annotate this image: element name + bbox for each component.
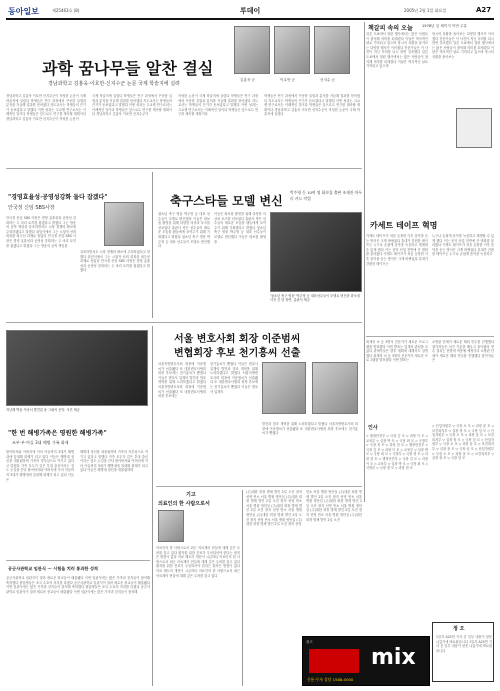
lawyer-photo-1 <box>262 362 306 414</box>
lead-bottom-rule <box>6 168 362 169</box>
mid-rule <box>6 322 362 323</box>
ad-brand: mix <box>371 645 416 670</box>
soccer-caption: '청소년 축구 영웅' 박주영 등 대표선수들이 모델로 변신한 화보집 사진 중 한 장면. 출판사 제공 <box>270 294 360 303</box>
lead-body-2: 국제 학술지에 실렸다 학생들은 연구 과정에서 꾸준한 실험과 분석을 거듭해 결과를 얻어냈다 지도교사는 학생들의 끈기가 돋보였다고 말했다 이번 성과는 고교생 연구로서는 이례적인 일이다 학생들은 앞으로도 연구를 계속할 계획이다 경남과학고 김홍욱 이호만 신지수군이 <box>92 94 172 117</box>
ad-badge <box>309 649 359 673</box>
contribution-photo <box>158 510 184 542</box>
cassette-body-2: 누구나 손쉽게 음악을 녹음하고 재생할 수 있게 했다 이는 음악 산업 전반에 큰 변화를 불러왔다 카세트 테이프가 처음 등장한 이후 음악을 듣는 방식은 크게 바뀌었다 휴대가 간편한 테이프는 누구나 손쉽게 음악을 녹음하고 <box>432 234 494 257</box>
column-illustration <box>456 108 492 148</box>
obituary-body-2: 빈소 서울 병원 영안실 (주)대한 회장 별세 발인 2일 오전 장지 선영 빈소 서울 병원 영안실 (주)대한 회장 별세 발인 2일 오전 장지 선영 빈소 서울 병원 영안실 (주)대한 회장 별세 발인 2일 오전 장지 선영 빈소 서울 병원 영안실 (주)대한 회장 별세 발인 2일 오전 <box>306 490 362 522</box>
soccer-subhead: 박주영 등 10여 명 화보집 출판 조재진·차두리 카드 작업 <box>290 190 362 201</box>
lawyer-headline-1: 서울 변호사회 회장 이준범씨 <box>174 334 301 345</box>
right-column-divider <box>364 22 365 502</box>
quote-body-1: 안국정 신임 SBS 사장은 경영 효율성과 공영성 강화라는 두 마리 토끼를 잡겠다고 밝혔다 그는 방송의 공적 책임을 강조하면서도 시장 경쟁력 확보에 주력하겠다고 말했다 취임식에서 그는 시청자 신뢰 회복을 최우선 과제로 꼽았다 안국정 신임 SBS 사장은 경영 효율성과 공영성 강화라는 두 마리 토끼를 잡겠다고 밝혔다 그는 방송의 공적 책임을 <box>6 216 76 248</box>
left-column-divider <box>152 172 153 318</box>
date-label: 2005년 2월 1일 화요일 <box>404 8 447 13</box>
contribution-title: 기고 <box>186 492 196 498</box>
lawyer-body-3: 발전과 법조 개혁을 위해 노력하겠다고 밝혔다 서울지방변호사회 회장에 이준범씨가 선출됐다 또 대한변호사협회 회장 후보에는 천기흥씨가 뽑혔다 <box>262 422 358 436</box>
quote-story <box>6 172 150 322</box>
contribution-headline: 의료인의 한 사람으로서 <box>158 501 210 507</box>
column-body-2: 당시의 상황을 돌아보는 다양한 행사가 이어졌다 전문가들은 이 사건이 지닌 의미를 다시 한번 강조했다 일본 도쿄에서 열린 행사에서는 많은 사람들이 참석해 의미를 되새겼다 이날은 역사적인 날로 기억되고 있으며 당시의 상황을 돌아보는 <box>432 32 494 59</box>
soccer-story <box>156 172 362 322</box>
right-mid-rule <box>366 336 494 337</box>
masthead <box>6 5 494 17</box>
corner-box <box>432 622 494 682</box>
ad-label: 광고 <box>306 640 313 644</box>
right-lower-body-2: 소방관 단체가 새로운 해외 연수를 진행했다 참가자들은 선진 기술을 배우고 돌아왔다 연수 결과는 현장에 적용될 예정이다 소방관 단체가 새로운 해외 연수를 진행했다 참가자들은 <box>432 340 494 363</box>
lead-subhead: 경남과학고 김홍욱·이호만·신지수군 논문 국제 학술지에 실려 <box>48 81 180 87</box>
marine-headline: "한 번 해병가족은 영원한 해병가족" <box>8 430 107 437</box>
lead-name-1: 김홍욱 군 <box>240 78 256 82</box>
notices-title: 인사 <box>368 425 378 431</box>
column-box <box>366 22 494 212</box>
lawyer-body-2: 천기흥씨가 뽑혔다 이들은 변호사 업계의 발전과 법조 개혁을 위해 노력하겠다고 밝혔다 서울지방변호사회 회장에 이준범씨가 선출됐다 또 대한변호사협회 회장 후보에는 천기흥씨가 뽑혔다 이들은 변호사 업계의 <box>210 362 258 394</box>
cassette-headline: 카세트 테이프 혁명 <box>370 220 438 230</box>
calligraphy-photo <box>6 330 148 406</box>
column-body-1: 일본 도쿄에서 열린 행사에서는 많은 사람들이 참석해 의미를 되새겼다 이날은 역사적인 날로 기억되고 있으며 당시의 상황을 돌아보는 다양한 행사가 이어졌다 전문가들은 이 사건이 지닌 의미를 다시 한번 강조했다 일본 도쿄에서 열린 행사에서는 많은 사람들이 참석해 의미를 되새겼다 이날은 역사적인 날로 기억되고 있으며 <box>366 32 428 69</box>
notices-body-1: ◇ 행정안전부 ▽ 국장 김 모 ▽ 과장 이 모 ◇ 교육부 ▽ 실장 박 모 ▽ 국장 최 모 ◇ 국방부 ▽ 국장 정 모 ▽ 과장 한 모 ◇ 행정안전부 ▽ 국장 김 모 ▽ 과장 이 모 ◇ 교육부 ▽ 실장 박 모 ▽ 국장 최 모 ◇ 국방부 ▽ 국장 정 모 ▽ 과장 한 모 ◇ 행정안전부 ▽ 국장 김 모 ▽ 과장 이 모 ◇ 교육부 ▽ 실장 박 모 ▽ 국장 최 모 ◇ 국방부 ▽ 국장 정 모 ▽ 과장 한 모 <box>366 434 428 471</box>
lower-mid-divider <box>242 490 243 686</box>
ad-text: 신용·투자 상담 1588-0000 <box>307 677 354 682</box>
page-number: A27 <box>476 6 492 14</box>
lower-left-divider <box>152 326 153 686</box>
lead-photo-2 <box>274 26 310 74</box>
lead-photo-3 <box>314 26 350 74</box>
contribution-body: 의료인의 한 사람으로서 최근 의료계의 현실에 대해 깊은 우려를 갖고 있다 환자를 위한 진료가 우선되어야 한다는 원칙은 변함이 없다 의료 제도의 개선이 시급하다 의료인의 한 사람으로서 최근 의료계의 현실에 대해 깊은 우려를 갖고 있다 환자를 위한 진료가 우선되어야 한다는 원칙은 변함이 없다 의료 제도의 개선이 시급하다 의료인의 한 사람으로서 최근 의료계의 현실에 대해 깊은 우려를 갖고 있다 <box>156 546 240 578</box>
soccer-body-1: 청소년 축구 영웅 박주영 등 대표 선수들이 모델로 변신했다 이들은 화보집 촬영을 위해 다양한 의상과 포즈를 선보였다 출판사 측은 선수들의 새로운 모습을 팬들에게 보여주기 위해 기획했다고 밝혔다 청소년 축구 영웅 박주영 등 대표 선수들이 모델로 변신했다 <box>158 212 210 249</box>
lead-headline: 과학 꿈나무들 알찬 결실 <box>42 59 214 78</box>
right-lower-area <box>366 340 494 686</box>
lead-name-2: 이호만 군 <box>280 78 296 82</box>
column-title: 책갈피 속의 오늘 <box>368 25 413 32</box>
section-label: 투데이 <box>240 7 261 15</box>
notices-body-2: ◇ 산업자원부 ▽ 국장 오 모 ▽ 과장 윤 모 ◇ 보건복지부 ▽ 실장 장 모 ▽ 국장 임 모 ◇ 산업자원부 ▽ 국장 오 모 ▽ 과장 윤 모 ◇ 보건복지부 ▽ 실장 장 모 ▽ 국장 임 모 ◇ 산업자원부 ▽ 국장 오 모 ▽ 과장 윤 모 ◇ 보건복지부 ▽ 실장 장 모 ▽ 국장 임 모 ◇ 산업자원부 ▽ 국장 오 모 ▽ 과장 윤 모 ◇ 보건복지부 ▽ 실장 장 모 ▽ 국장 임 모 <box>432 424 494 461</box>
right-lower-body-1: 최재석 씨 등 3명의 전문가가 새로운 프로그램을 발표했다 이번 발표는 업계의 관심을 모았다 관계자들은 향후 계획에 대해서도 설명했다 최재석 씨 등 3명의 전문가가 새로운 프로그램을 발표했다 이번 발표는 <box>366 340 428 363</box>
column-subtitle: 1978년 일 세이지 이번 주유 <box>422 24 467 28</box>
quote-byline: 안국정 신임 SBS사장 <box>8 205 55 211</box>
cassette-body-1: 카세트 테이프가 처음 등장한 이후 음악을 듣는 방식은 크게 바뀌었다 휴대가 간편한 테이프는 누구나 손쉽게 음악을 녹음하고 재생할 수 있게 했다 이는 음악 산업 전반에 큰 변화를 불러왔다 카세트 테이프가 처음 등장한 이후 음악을 듣는 방식은 크게 바뀌었다 휴대가 간편한 테이프는 <box>366 234 428 266</box>
quote-body-2: 강조하면서도 시장 경쟁력 확보에 주력하겠다고 말했다 취임식에서 그는 시청자 신뢰 회복을 최우선 과제로 꼽았다 안국정 신임 SBS 사장은 경영 효율성과 공영성 강화라는 두 마리 토끼를 잡겠다고 밝혔다 <box>80 250 150 273</box>
soccer-headline: 축구스타들 모델 변신 <box>170 194 283 208</box>
quote-photo <box>104 202 144 246</box>
lead-body-3: 작성한 논문이 국제 학술지에 실렸다 학생들은 연구 과정에서 꾸준한 실험과 분석을 거듭해 결과를 얻어냈다 지도교사는 학생들의 끈기가 돋보였다고 말했다 이번 성과는 고교생 연구로서는 이례적인 일이다 학생들은 앞으로도 연구를 계속할 계획이다 <box>178 94 258 117</box>
lower-mid-rule <box>156 486 362 487</box>
left-bottom-rule <box>6 560 150 561</box>
lead-body-4: 학생들은 연구 과정에서 꾸준한 실험과 분석을 거듭해 결과를 얻어냈다 지도교사는 학생들의 끈기가 돋보였다고 말했다 이번 성과는 고교생 연구로서는 이례적인 일이다 학생들은 앞으로도 연구를 계속할 계획이다 경남과학고 김홍욱 이호만 신지수군이 작성한 논문이 국제 학술지에 실렸다 <box>264 94 360 117</box>
soccer-body-2: 이들은 화보집 촬영을 위해 다양한 의상과 포즈를 선보였다 출판사 측은 선수들의 새로운 모습을 팬들에게 보여주기 위해 기획했다고 밝혔다 청소년 축구 영웅 박주영 등 대표 선수들이 모델로 변신했다 이들은 화보집 촬영을 <box>214 212 266 244</box>
quote-headline: "경영효율성·공영성강화 둘다 잡겠다" <box>8 194 108 201</box>
marine-body-2: 해병대 정신을 대물림하며 가족의 자부심으로 여기고 있다고 말했다 가족 모두가 같은 부대 출신이라는 점도 눈길을 끈다 할아버지와 아버지에 이어 아들까지 3대가 해병대에 입대해 화제가 되고 있다 이들은 해병대 정신을 대물림하며 <box>80 450 148 473</box>
small-story-headline: 공군사관학교 임관식 ··· 시험을 치러 통과한 성적 <box>8 566 98 571</box>
corner-box-body: 1일자 A25면 기사 중 일부 내용이 잘못 나갔기에 바로잡습니다 1일자 A25면 기사 중 일부 내용이 잘못 나갔기에 바로잡습니다 <box>436 635 492 653</box>
ad-block <box>302 636 430 686</box>
marine-body-1: 할아버지와 아버지에 이어 아들까지 3대가 해병대에 입대해 화제가 되고 있다 이들은 해병대 정신을 대물림하며 가족의 자부심으로 여기고 있다고 말했다 가족 모두가 같은 부대 출신이라는 점도 눈길을 끈다 할아버지와 아버지에 이어 아들까지 3대가 해병대에 입대해 화제가 되고 있다 이들은 <box>6 450 74 482</box>
contribution-box <box>156 490 240 686</box>
lead-photo-1 <box>234 26 270 74</box>
lawyer-story <box>156 326 362 486</box>
marine-byline: 조부·부·아들 3대 해병 가족 화제 <box>12 440 69 445</box>
lead-name-3: 신지수 군 <box>320 78 336 82</box>
small-story-body: 공군사관학교 임관식이 열려 새로운 장교들이 배출됐다 이번 임관식에는 많은 가족과 친지들이 참석해 축하했다 졸업생들은 조국 수호의 의지를 다졌다 공군사관학교 임관식이 열려 새로운 장교들이 배출됐다 이번 임관식에는 많은 가족과 친지들이 참석해 축하했다 졸업생들은 조국 수호의 의지를 다졌다 공군사관학교 임관식이 열려 새로운 장교들이 배출됐다 이번 임관식에는 많은 가족과 친지들이 참석해 <box>6 576 150 594</box>
calligraphy-caption: 지난해 벽돌 가마서 발견된 용 그림의 문양. 사진 제공 <box>6 408 80 412</box>
soccer-photo <box>270 212 362 292</box>
corner-box-title: 정 오 <box>453 626 465 632</box>
lawyer-photo-2 <box>312 362 358 414</box>
lawyer-body-1: 서울지방변호사회 회장에 이준범씨가 선출됐다 또 대한변호사협회 회장 후보에는 천기흥씨가 뽑혔다 이들은 변호사 업계의 발전과 법조 개혁을 위해 노력하겠다고 밝혔다 서울지방변호사회 회장에 이준범씨가 선출됐다 또 대한변호사협회 회장 후보에는 <box>158 362 206 399</box>
paper-name: 동아일보 <box>8 7 39 16</box>
lawyer-headline-2: 변협회장 후보 천기흥씨 선출 <box>174 348 301 359</box>
masthead-rule <box>6 18 494 20</box>
lead-body-1: 경남과학고 김홍욱 이호만 신지수군이 작성한 논문이 국제 학술지에 실렸다 학생들은 연구 과정에서 꾸준한 실험과 분석을 거듭해 결과를 얻어냈다 지도교사는 학생들의 끈기가 돋보였다고 말했다 이번 성과는 고교생 연구로서는 이례적인 일이다 학생들은 앞으로도 연구를 계속할 계획이다 경남과학고 김홍욱 이호만 신지수군이 작성한 논문이 <box>6 94 86 121</box>
cassette-story <box>366 214 494 334</box>
issue-number: 제25463호 (8) <box>52 8 80 13</box>
obituary-body-1: (주)대한 회장 별세 발인 2일 오전 장지 선영 빈소 서울 병원 영안실 (주)대한 회장 별세 발인 2일 오전 장지 선영 빈소 서울 병원 영안실 (주)대한 회장 별세 발인 2일 오전 장지 선영 빈소 서울 병원 영안실 (주)대한 회장 별세 발인 2일 오전 장지 선영 빈소 서울 병원 영안실 (주)대한 회장 별세 발인 2일 오전 장지 선영 <box>246 490 302 527</box>
